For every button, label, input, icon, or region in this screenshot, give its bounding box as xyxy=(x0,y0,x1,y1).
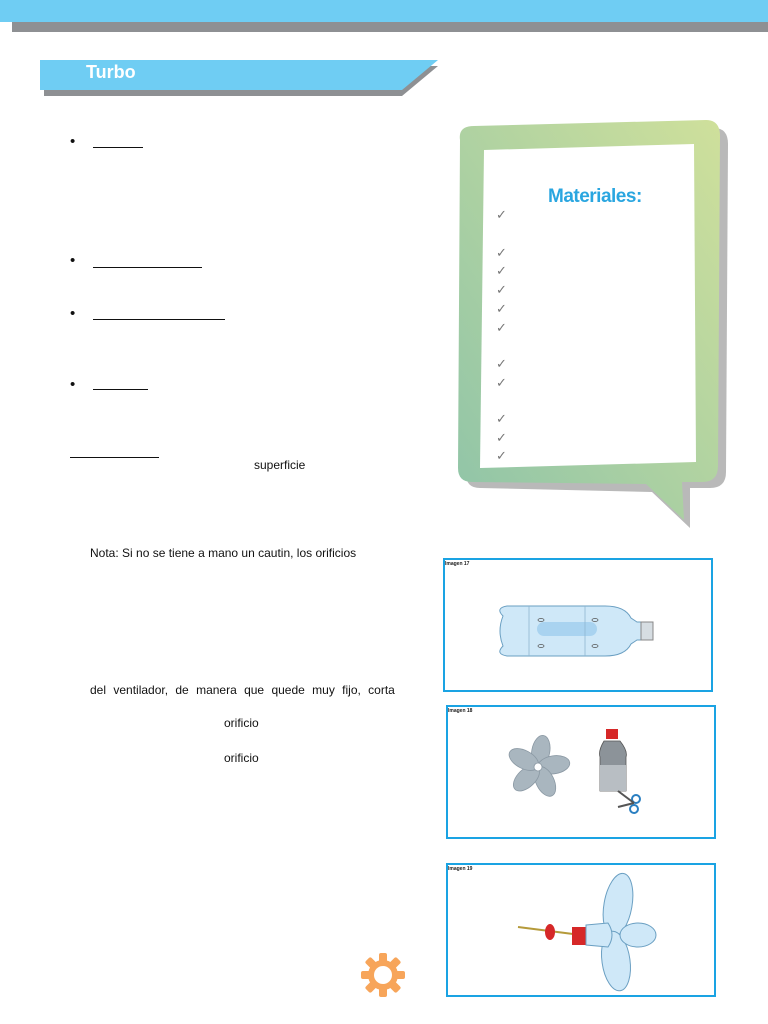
section-title-banner xyxy=(40,58,440,98)
blank-line xyxy=(70,457,159,458)
check-icon: ✓ xyxy=(496,245,507,260)
check-icon: ✓ xyxy=(496,411,507,426)
note-text: Nota: Si no se tiene a mano un cautin, los orificios xyxy=(90,546,357,560)
top-gray-bar xyxy=(12,22,768,32)
text-superficie: superficie xyxy=(254,458,306,472)
blank-line xyxy=(93,147,143,148)
image-18-frame xyxy=(446,705,716,839)
check-icon: ✓ xyxy=(496,430,507,445)
text-orificio: orificio xyxy=(224,716,259,730)
bullet-marker: • xyxy=(70,133,76,150)
blank-line xyxy=(93,389,148,390)
bullet-marker: • xyxy=(70,305,76,322)
image-17-frame xyxy=(443,558,713,692)
check-icon: ✓ xyxy=(496,282,507,297)
top-color-bar xyxy=(0,0,768,22)
check-icon: ✓ xyxy=(496,375,507,390)
image-label: Imagen 17 xyxy=(445,561,470,567)
check-icon: ✓ xyxy=(496,301,507,316)
check-icon: ✓ xyxy=(496,448,507,463)
blank-line xyxy=(93,267,202,268)
bullet-marker: • xyxy=(70,252,76,269)
image-19-frame xyxy=(446,863,716,997)
page-title: Turbo xyxy=(86,62,136,82)
fan-and-bottle-illustration xyxy=(448,707,714,837)
image-label: Imagen 18 xyxy=(448,708,473,714)
image-label: Imagen 19 xyxy=(448,866,473,872)
bottle-illustration xyxy=(445,560,711,690)
check-icon: ✓ xyxy=(496,207,507,222)
turbo-assembly-illustration xyxy=(448,865,714,995)
materials-title: Materiales: xyxy=(548,186,642,207)
materials-bubble xyxy=(452,116,732,532)
blank-line xyxy=(93,319,225,320)
check-icon: ✓ xyxy=(496,320,507,335)
text-orificio: orificio xyxy=(224,751,259,765)
check-icon: ✓ xyxy=(496,263,507,278)
check-icon: ✓ xyxy=(496,356,507,371)
bullet-marker: • xyxy=(70,376,76,393)
text-ventilador: del ventilador, de manera que quede muy fijo, corta xyxy=(90,683,395,697)
gear-icon xyxy=(360,952,406,1003)
